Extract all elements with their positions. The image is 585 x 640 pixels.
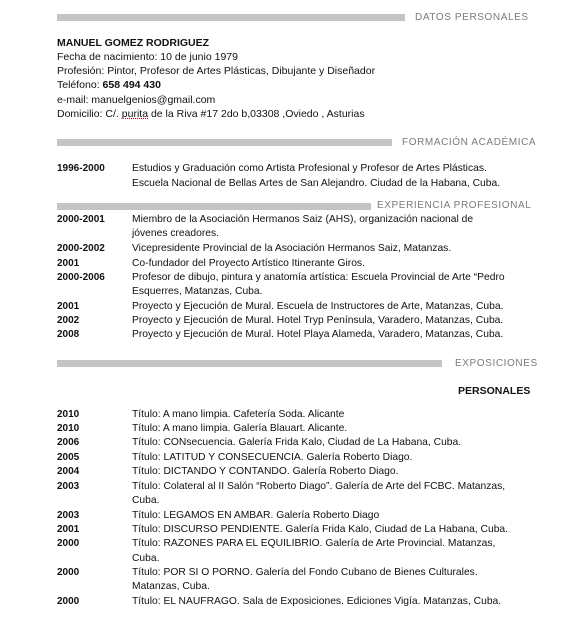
address bbox=[57, 108, 365, 121]
expo-text: Título: EL NAUFRAGO. Sala de Exposiciones. Ediciones Vigía. Matanzas, Cuba. bbox=[132, 596, 502, 607]
address-part-b: purita bbox=[121, 108, 149, 120]
exp-year: 2001 bbox=[57, 258, 80, 269]
phone-label: Teléfono: bbox=[57, 79, 103, 91]
section-bar-experiencia bbox=[57, 203, 371, 210]
expo-text: Título: LATITUD Y CONSECUENCIA. Galería Roberto Diago. bbox=[132, 452, 413, 463]
section-title-formacion: FORMACIÓN ACADÉMICA bbox=[402, 137, 537, 148]
expo-year: 2003 bbox=[57, 481, 80, 492]
expo-year: 2006 bbox=[57, 437, 80, 448]
section-title-experiencia: EXPERIENCIA PROFESIONAL bbox=[377, 200, 532, 211]
exp-text: Miembro de la Asociación Hermanos Saiz (AHS), organización nacional de bbox=[132, 214, 474, 225]
section-bar-datos bbox=[57, 14, 405, 21]
exp-year: 2000-2006 bbox=[57, 272, 105, 283]
expo-text: Título: A mano limpia. Galería Blauart. Alicante. bbox=[132, 423, 348, 434]
expo-text: Título: LEGAMOS EN AMBAR. Galería Roberto Diago bbox=[132, 510, 380, 521]
expo-year: 2005 bbox=[57, 452, 80, 463]
expo-text: Cuba. bbox=[132, 495, 160, 506]
exp-text: jóvenes creadores. bbox=[132, 228, 220, 239]
profession: Profesión: Pintor, Profesor de Artes Plásticas, Dibujante y Diseñador bbox=[57, 65, 376, 77]
exp-text: Proyecto y Ejecución de Mural. Escuela de Instructores de Arte, Matanzas, Cuba. bbox=[132, 301, 504, 312]
expo-text: Título: POR SI O PORNO. Galería del Fondo Cubano de Bienes Culturales. bbox=[132, 567, 478, 578]
formacion-year: 1996-2000 bbox=[57, 163, 105, 174]
section-bar-exposiciones bbox=[57, 360, 442, 367]
exp-text: Co-fundador del Proyecto Artístico Itinerante Giros. bbox=[132, 258, 365, 269]
exp-text: Profesor de dibujo, pintura y anatomía artística: Escuela Provincial de Arte “Pedro bbox=[132, 272, 505, 283]
email: e-mail: manuelgenios@gmail.com bbox=[57, 94, 216, 106]
phone-number: 658 494 430 bbox=[102, 79, 161, 91]
section-bar-formacion bbox=[57, 139, 392, 146]
section-title-datos: DATOS PERSONALES bbox=[415, 12, 529, 23]
expo-text: Cuba. bbox=[132, 553, 160, 564]
exp-year: 2000-2002 bbox=[57, 243, 105, 254]
exp-year: 2002 bbox=[57, 315, 80, 326]
formacion-text: Estudios y Graduación como Artista Profesional y Profesor de Artes Plásticas. bbox=[132, 163, 487, 174]
expo-year: 2010 bbox=[57, 423, 80, 434]
expo-year: 2004 bbox=[57, 466, 80, 477]
section-title-exposiciones: EXPOSICIONES bbox=[455, 358, 538, 369]
phone-line bbox=[57, 79, 161, 92]
expo-text: Título: DICTANDO Y CONTANDO. Galería Roberto Diago. bbox=[132, 466, 399, 477]
expo-text: Título: Colateral al II Salón “Roberto Diago”. Galería de Arte del FCBC. Matanzas, bbox=[132, 481, 506, 492]
exp-year: 2008 bbox=[57, 329, 80, 340]
expo-text: Matanzas, Cuba. bbox=[132, 581, 210, 592]
exp-text: Esquerres, Matanzas, Cuba. bbox=[132, 286, 263, 297]
expo-year: 2001 bbox=[57, 524, 80, 535]
personales-label: PERSONALES bbox=[458, 385, 531, 397]
expo-year: 2000 bbox=[57, 567, 80, 578]
exp-text: Vicepresidente Provincial de la Asociación Hermanos Saiz, Matanzas. bbox=[132, 243, 452, 254]
expo-text: Título: A mano limpia. Cafetería Soda. Alicante bbox=[132, 409, 345, 420]
exp-text: Proyecto y Ejecución de Mural. Hotel Playa Alameda, Varadero, Matanzas, Cuba. bbox=[132, 329, 504, 340]
person-name: MANUEL GOMEZ RODRIGUEZ bbox=[57, 37, 210, 49]
expo-text: Título: CONsecuencia. Galería Frida Kalo, Ciudad de La Habana, Cuba. bbox=[132, 437, 462, 448]
address-part-c: de la Riva #17 2do b,03308 ,Oviedo , Asturias bbox=[148, 108, 365, 120]
exp-year: 2001 bbox=[57, 301, 80, 312]
expo-year: 2003 bbox=[57, 510, 80, 521]
expo-year: 2010 bbox=[57, 409, 80, 420]
exp-year: 2000-2001 bbox=[57, 214, 105, 225]
exp-text: Proyecto y Ejecución de Mural. Hotel Tryp Península, Varadero, Matanzas, Cuba. bbox=[132, 315, 504, 326]
formacion-text: Escuela Nacional de Bellas Artes de San Alejandro. Ciudad de la Habana, Cuba. bbox=[132, 178, 501, 189]
birth-date: Fecha de nacimiento: 10 de junio 1979 bbox=[57, 51, 238, 63]
expo-year: 2000 bbox=[57, 538, 80, 549]
address-part-a: Domicilio: C/. bbox=[57, 108, 122, 120]
expo-text: Título: RAZONES PARA EL EQUILIBRIO. Galería de Arte Provincial. Matanzas, bbox=[132, 538, 496, 549]
expo-text: Título: DISCURSO PENDIENTE. Galería Frida Kalo, Ciudad de La Habana, Cuba. bbox=[132, 524, 509, 535]
expo-year: 2000 bbox=[57, 596, 80, 607]
